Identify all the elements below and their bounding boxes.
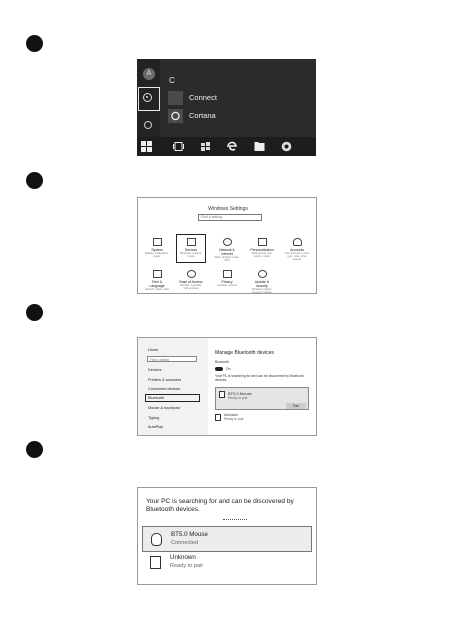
settings-tile-devices[interactable] [178, 238, 204, 258]
tile-title: Personalization [250, 248, 274, 252]
nav-home[interactable]: Home [148, 348, 159, 352]
globe-icon [223, 238, 232, 246]
settings-tile-privacy[interactable] [214, 270, 240, 287]
searching-progress-dots [223, 519, 247, 521]
pair-button[interactable]: Pair [286, 403, 306, 409]
file-explorer-icon[interactable] [254, 141, 265, 152]
lock-icon [223, 270, 232, 278]
gear-icon[interactable] [143, 93, 152, 102]
settings-search-input[interactable]: Find a setting [198, 214, 262, 221]
tile-description: Bluetooth, printers, mouse [180, 252, 202, 258]
chrome-icon[interactable] [281, 141, 292, 152]
settings-title: Windows Settings [208, 206, 248, 212]
step-4-marker [26, 441, 43, 458]
device-status: Ready to pair [228, 396, 248, 400]
taskbar [137, 137, 316, 156]
mouse-icon [151, 533, 162, 546]
nav-item-typing[interactable]: Typing [148, 416, 160, 420]
step-3-marker [26, 304, 43, 321]
step-1-marker [26, 35, 43, 52]
settings-tile-ease-of-access[interactable] [178, 270, 204, 290]
tile-description: Display, notifications, power [144, 252, 170, 258]
device-status: Ready to pair [170, 563, 204, 569]
page-title: Manage Bluetooth devices [215, 350, 274, 356]
refresh-icon [258, 270, 267, 278]
tile-description: Your accounts, email, sync, work, other people [284, 252, 310, 261]
bluetooth-toggle[interactable] [215, 367, 223, 371]
start-menu-screenshot [137, 59, 316, 156]
edge-icon[interactable] [226, 141, 237, 152]
bluetooth-state: On [226, 367, 231, 371]
settings-tile-time-language[interactable] [144, 270, 170, 291]
tile-description: Wi-Fi, airplane mode, VPN [214, 256, 240, 262]
windows-icon[interactable] [141, 141, 152, 152]
device-unknown[interactable] [215, 413, 309, 425]
settings-tile-system[interactable] [144, 238, 170, 258]
device-status: Connected [171, 540, 199, 546]
bluetooth-settings-screenshot [137, 337, 317, 436]
app-item-label: Connect [189, 93, 217, 102]
app-item-cortana[interactable] [168, 109, 308, 123]
tile-description: Speech, region, date [145, 288, 169, 291]
settings-tile-personalization[interactable] [249, 238, 275, 258]
step-2-marker [26, 172, 43, 189]
settings-tile-network[interactable] [214, 238, 240, 262]
mouse-icon [219, 391, 225, 398]
keyboard-icon [187, 238, 196, 246]
device-name: Unknown [170, 554, 196, 561]
searching-text: Your PC is searching for and can be discovered by Bluetooth devices. [215, 374, 304, 382]
person-icon [293, 238, 302, 246]
tile-description: Background, lock screen, colors [252, 252, 272, 258]
tile-title: Devices [184, 248, 198, 252]
tile-title: System [151, 248, 163, 252]
tile-title: Ease of Access [179, 280, 203, 284]
tile-description: Windows Update, recovery, backup [251, 288, 273, 294]
windows-settings-screenshot [137, 197, 317, 294]
power-icon[interactable] [144, 121, 152, 129]
ease-of-access-icon [187, 270, 196, 278]
nav-item-mouse[interactable]: Mouse & touchpad [148, 406, 180, 410]
device-icon [150, 556, 161, 569]
brush-icon [258, 238, 267, 246]
app-icon[interactable] [200, 141, 211, 152]
device-icon [215, 414, 221, 421]
searching-text: Your PC is searching for and can be discovered by Bluetooth devices. [146, 498, 294, 513]
cortana-icon [168, 109, 183, 123]
settings-tile-accounts[interactable] [284, 238, 310, 261]
tile-title: Network & Internet [219, 248, 235, 256]
connect-icon [168, 91, 183, 105]
app-list-section-letter: C [169, 76, 175, 85]
nav-item-printers[interactable]: Printers & scanners [148, 378, 182, 382]
tile-title: Privacy [221, 280, 233, 284]
device-name: BT5.0 Mouse [228, 391, 252, 396]
nav-section-title: Devices [148, 368, 162, 372]
bluetooth-label: Bluetooth [215, 360, 229, 364]
avatar[interactable]: A [143, 68, 155, 80]
clock-language-icon [153, 270, 162, 278]
device-name: BT5.0 Mouse [171, 531, 208, 538]
nav-search-input[interactable]: Find a setting [147, 356, 197, 362]
nav-item-bluetooth[interactable]: Bluetooth [148, 396, 165, 400]
tile-title: Accounts [290, 248, 304, 252]
nav-item-autoplay[interactable]: AutoPlay [148, 425, 164, 429]
device-bt-mouse[interactable] [142, 526, 312, 552]
tile-title: Update & security [254, 280, 270, 288]
settings-tile-update-security[interactable] [249, 270, 275, 294]
bluetooth-connected-screenshot [137, 487, 317, 585]
laptop-icon [153, 238, 162, 246]
device-status: Ready to pair [224, 417, 244, 421]
tile-description: Narrator, magnifier, high contrast [179, 284, 203, 290]
nav-item-connected-devices[interactable]: Connected devices [148, 387, 181, 391]
device-unknown[interactable] [142, 554, 312, 576]
task-view-icon[interactable] [173, 141, 184, 152]
app-item-connect[interactable] [168, 91, 308, 105]
tile-title: Time & Language [149, 280, 165, 288]
tile-description: Location, camera [217, 284, 237, 287]
device-name: Unknown [224, 413, 238, 417]
app-item-label: Cortana [189, 111, 216, 120]
